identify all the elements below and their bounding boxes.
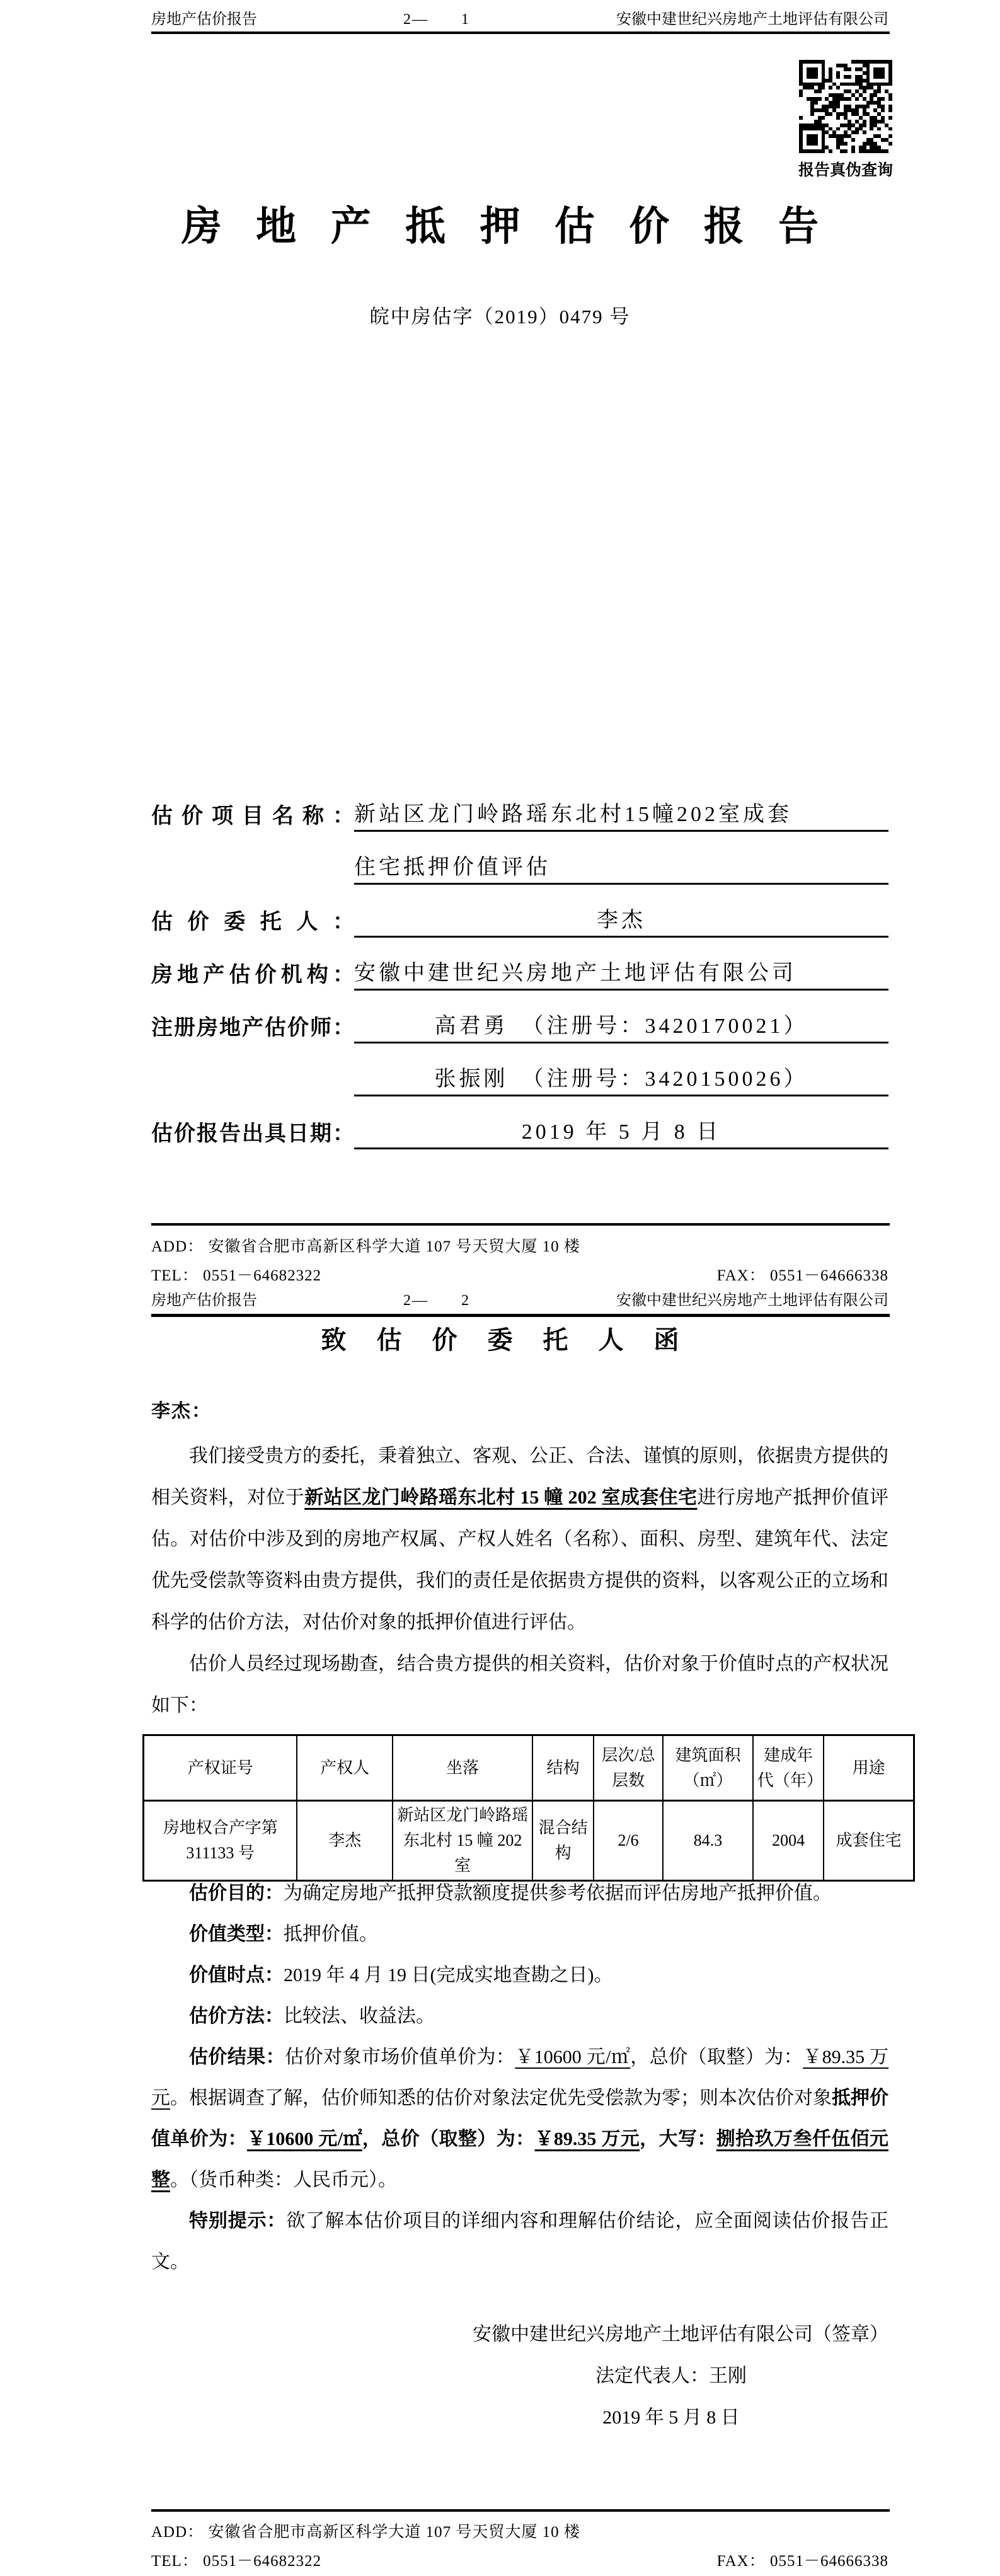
field-value: 张振刚 （注册号：3420150026） [354, 1061, 888, 1096]
text-segment: 估价方法： [189, 2006, 284, 2027]
property-table-header [144, 1735, 914, 1801]
footer-tel: TEL： 0551－64682322 [151, 2553, 322, 2570]
table-row [144, 1801, 914, 1881]
table-cell: 2004 [753, 1801, 824, 1881]
cover-fields [151, 779, 888, 1149]
field-label: 注册房地产估价师： [151, 1016, 354, 1040]
text-segment: 进行房地产抵押价值评估。对估价中涉及到的房地产权属、产权人姓名（名称）、面积、房型、建筑年代、法定优先受偿款等资料由贵方提供，我们的责任是依据贵方提供的资料，以客观公正的立场和科学的估价方法，对估价对象的抵押价值进行评估。 [151, 1487, 889, 1633]
qr-caption: 报告真伪查询 [798, 162, 893, 179]
table-header-cell: 用途 [824, 1735, 914, 1801]
field-value: 新站区龙门岭路瑶东北村15幢202室成套 [354, 796, 888, 832]
table-cell: 84.3 [663, 1801, 753, 1881]
field-value: 李杰 [354, 902, 888, 938]
page1-header-doc-label: 房地产估价报告 [151, 11, 257, 28]
text-segment: 欲了解本估价项目的详细内容和理解估价结论，应全面阅读估价报告正文。 [151, 2211, 889, 2272]
signature-date: 2019 年 5 月 8 日 [602, 2407, 740, 2428]
footer-address: ADD： 安徽省合肥市高新区科学大道 107 号天贸大厦 10 楼 [151, 1238, 580, 1255]
text-segment: ￥10600 元/㎡ [515, 2047, 631, 2067]
cover-field-row [151, 1044, 888, 1096]
cover-field-row [151, 779, 888, 832]
footer-fax: FAX： 0551－64666338 [716, 2553, 888, 2570]
page2-footer [151, 2518, 888, 2576]
footer-fax: FAX： 0551－64666338 [716, 1267, 888, 1284]
letter-salutation: 李杰： [151, 1401, 212, 1422]
cover-field-row [151, 832, 888, 885]
cover-field-row [151, 885, 888, 938]
text-segment: ，总价（取整）为： [630, 2047, 803, 2067]
text-segment: 。（货币种类：人民币元）。 [170, 2170, 397, 2190]
text-segment: 我们接受贵方的委托，秉着独立、客观、公正、合法、谨慎的原则，依据贵方提供的相关资料，对位于 [151, 1446, 888, 1508]
property-status-table [142, 1734, 915, 1882]
text-segment: 估价对象市场价值单价为： [285, 2047, 515, 2067]
page1-footer-rule [151, 1223, 890, 1226]
table-cell: 李杰 [297, 1801, 393, 1881]
table-cell: 新站区龙门岭路瑶东北村 15 幢 202 室 [393, 1801, 532, 1881]
text-segment: 估价人员经过现场勘查，结合贵方提供的相关资料，估价对象于价值时点的产权状况如下： [151, 1653, 888, 1716]
page2-header-company: 安徽中建世纪兴房地产土地评估有限公司 [616, 1292, 888, 1309]
text-segment: ，总价（取整）为： [362, 2129, 535, 2149]
appraisal-notes [151, 1873, 888, 2282]
note-paragraph [151, 1873, 888, 1914]
letter-paragraph-2 [151, 1643, 888, 1727]
field-value: 高君勇 （注册号：3420170021） [354, 1008, 888, 1044]
note-paragraph [151, 2200, 888, 2282]
text-segment: 价值时点： [189, 1965, 284, 1986]
text-segment: 估价目的： [189, 1883, 284, 1904]
text-segment: 抵押价值。 [284, 1924, 378, 1945]
text-segment: 估价结果： [189, 2047, 285, 2067]
footer-tel: TEL： 0551－64682322 [151, 1267, 322, 1284]
table-cell: 成套住宅 [824, 1801, 914, 1881]
cover-field-row [151, 938, 888, 991]
note-paragraph [151, 1996, 888, 2037]
field-label: 房地产估价机构： [151, 963, 354, 987]
text-segment: ￥89.35 万元 [151, 2047, 889, 2108]
report-main-title: 房地产抵押估价报告 [181, 204, 853, 249]
text-segment: 抵押价值单价为： [151, 2088, 888, 2149]
text-segment: 新站区龙门岭路瑶东北村 15 幢 202 室成套住宅 [304, 1487, 698, 1508]
text-segment: ￥89.35 万元 [534, 2129, 640, 2149]
field-label: 估价项目名称： [151, 805, 354, 828]
page1-header-company: 安徽中建世纪兴房地产土地评估有限公司 [616, 11, 888, 28]
signature-representative: 法定代表人：王刚 [595, 2366, 747, 2386]
page2-page-number: 2— 2 [403, 1292, 470, 1309]
page2-footer-rule [151, 2509, 890, 2512]
cover-field-row [151, 1096, 888, 1149]
page2-header-rule [151, 1314, 890, 1317]
table-cell: 混合结构 [532, 1801, 594, 1881]
footer-address: ADD： 安徽省合肥市高新区科学大道 107 号天贸大厦 10 楼 [151, 2524, 580, 2541]
text-segment: ，大写： [640, 2129, 716, 2149]
text-segment: 比较法、收益法。 [284, 2006, 435, 2027]
field-value: 2019 年 5 月 8 日 [354, 1114, 888, 1149]
text-segment: 为确定房地产抵押贷款额度提供参考依据而评估房地产抵押价值。 [284, 1883, 832, 1904]
field-label [151, 1094, 354, 1096]
table-cell: 2/6 [594, 1801, 663, 1881]
page2-header-doc-label: 房地产估价报告 [151, 1292, 257, 1309]
cover-field-row [151, 991, 888, 1044]
table-header-cell: 建筑面积（㎡） [663, 1735, 753, 1801]
table-header-cell: 产权人 [297, 1735, 393, 1801]
text-segment: 。根据调查了解，估价师知悉的估价对象法定优先受偿款为零；则本次估价对象 [170, 2088, 832, 2108]
table-header-cell: 产权证号 [144, 1735, 297, 1801]
text-segment: 价值类型： [189, 1924, 284, 1945]
letter-paragraph-1 [151, 1435, 888, 1643]
field-value: 安徽中建世纪兴房地产土地评估有限公司 [354, 955, 888, 991]
note-paragraph [151, 1955, 888, 1996]
table-header-cell: 建成年代（年） [753, 1735, 824, 1801]
text-segment: 特别提示： [189, 2211, 287, 2231]
field-label [151, 882, 354, 885]
page2-header [151, 1291, 888, 1310]
field-label: 估价报告出具日期： [151, 1122, 354, 1146]
page1-page-number: 2— 1 [403, 11, 470, 28]
field-label: 估价委托人： [151, 911, 354, 934]
table-cell: 房地权合产字第311133 号 [144, 1801, 297, 1881]
text-segment: 2019 年 4 月 19 日(完成实地查勘之日)。 [284, 1965, 613, 1986]
letter-body [151, 1435, 888, 1727]
text-segment: 捌拾玖万叁仟伍佰元整 [151, 2129, 889, 2190]
note-paragraph [151, 1914, 888, 1955]
note-paragraph [151, 2037, 888, 2200]
property-table-body [144, 1801, 914, 1881]
text-segment: ￥10600 元/㎡ [247, 2129, 362, 2149]
table-header-cell: 结构 [532, 1735, 594, 1801]
table-header-cell: 坐落 [393, 1735, 532, 1801]
page1-footer [151, 1233, 888, 1291]
qr-code [799, 60, 892, 153]
report-number: 皖中房估字（2019）0479 号 [369, 306, 631, 328]
page1-header-rule [151, 32, 890, 34]
signature-block [454, 2314, 888, 2439]
field-value: 住宅抵押价值评估 [354, 849, 888, 885]
table-header-cell: 层次/总层数 [594, 1735, 663, 1801]
signature-company: 安徽中建世纪兴房地产土地评估有限公司（签章） [473, 2324, 888, 2345]
page1-header [151, 10, 888, 29]
letter-title: 致估价委托人函 [321, 1326, 710, 1354]
